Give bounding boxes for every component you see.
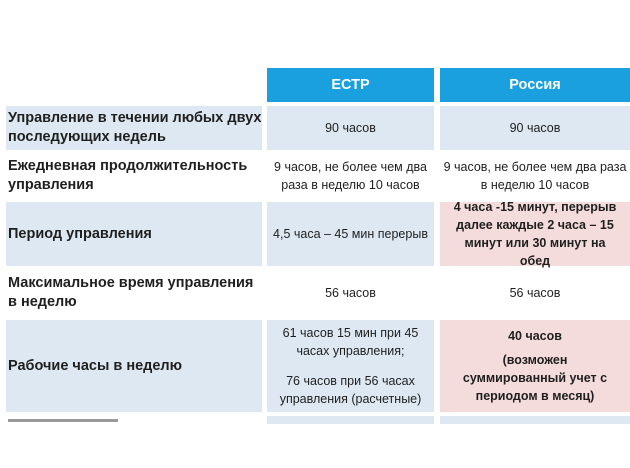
russia-value-highlight: 4 часа -15 минут, перерыв далее каждые 2 часа – 15 минут или 30 минут на обед [440,202,630,266]
russia-value-note: (возможен суммированный учет с периодом в месяц) [462,353,608,403]
header-estr: ЕСТР [267,68,434,102]
russia-value: 9 часов, не более чем два раза в неделю 10 часов [443,160,627,192]
estr-value-stack [273,324,428,408]
russia-value: 56 часов [509,286,561,300]
table-row [0,106,630,150]
russia-value-highlight [440,320,630,412]
table-row-cropped [0,416,630,424]
russia-value-stack [450,327,620,405]
estr-value-part2: 76 часов при 56 часах управления (расчетные) [279,374,422,406]
estr-value [267,320,434,412]
row-label: Управление в течении любых двух последующих недель [6,106,262,150]
row-label: Ежедневная продолжительность управления [8,158,248,193]
russia-value: 90 часов [440,106,630,150]
russia-value-cropped [440,416,630,424]
table-row [0,270,630,316]
row-label: Максимальное время управления в неделю [8,275,254,310]
header-row [0,68,630,102]
table-row [0,202,630,266]
russia-value-title: 40 часов [508,329,562,343]
header-russia: Россия [440,68,630,102]
table-row [0,154,630,198]
table-row [0,320,630,412]
estr-value: 56 часов [325,286,376,300]
estr-value-part1: 61 часов 15 мин при 45 часах управления; [282,326,419,358]
estr-value-cropped [267,416,434,424]
row-label: Период управления [6,202,262,266]
estr-value: 4,5 часа – 45 мин перерыв [267,202,434,266]
row-label-cropped [6,416,262,424]
cropped-text-fragment [8,419,118,422]
row-label: Рабочие часы в неделю [6,320,262,412]
estr-value: 90 часов [267,106,434,150]
comparison-table [0,68,630,424]
estr-value: 9 часов, не более чем два раза в неделю 10 часов [274,160,427,192]
